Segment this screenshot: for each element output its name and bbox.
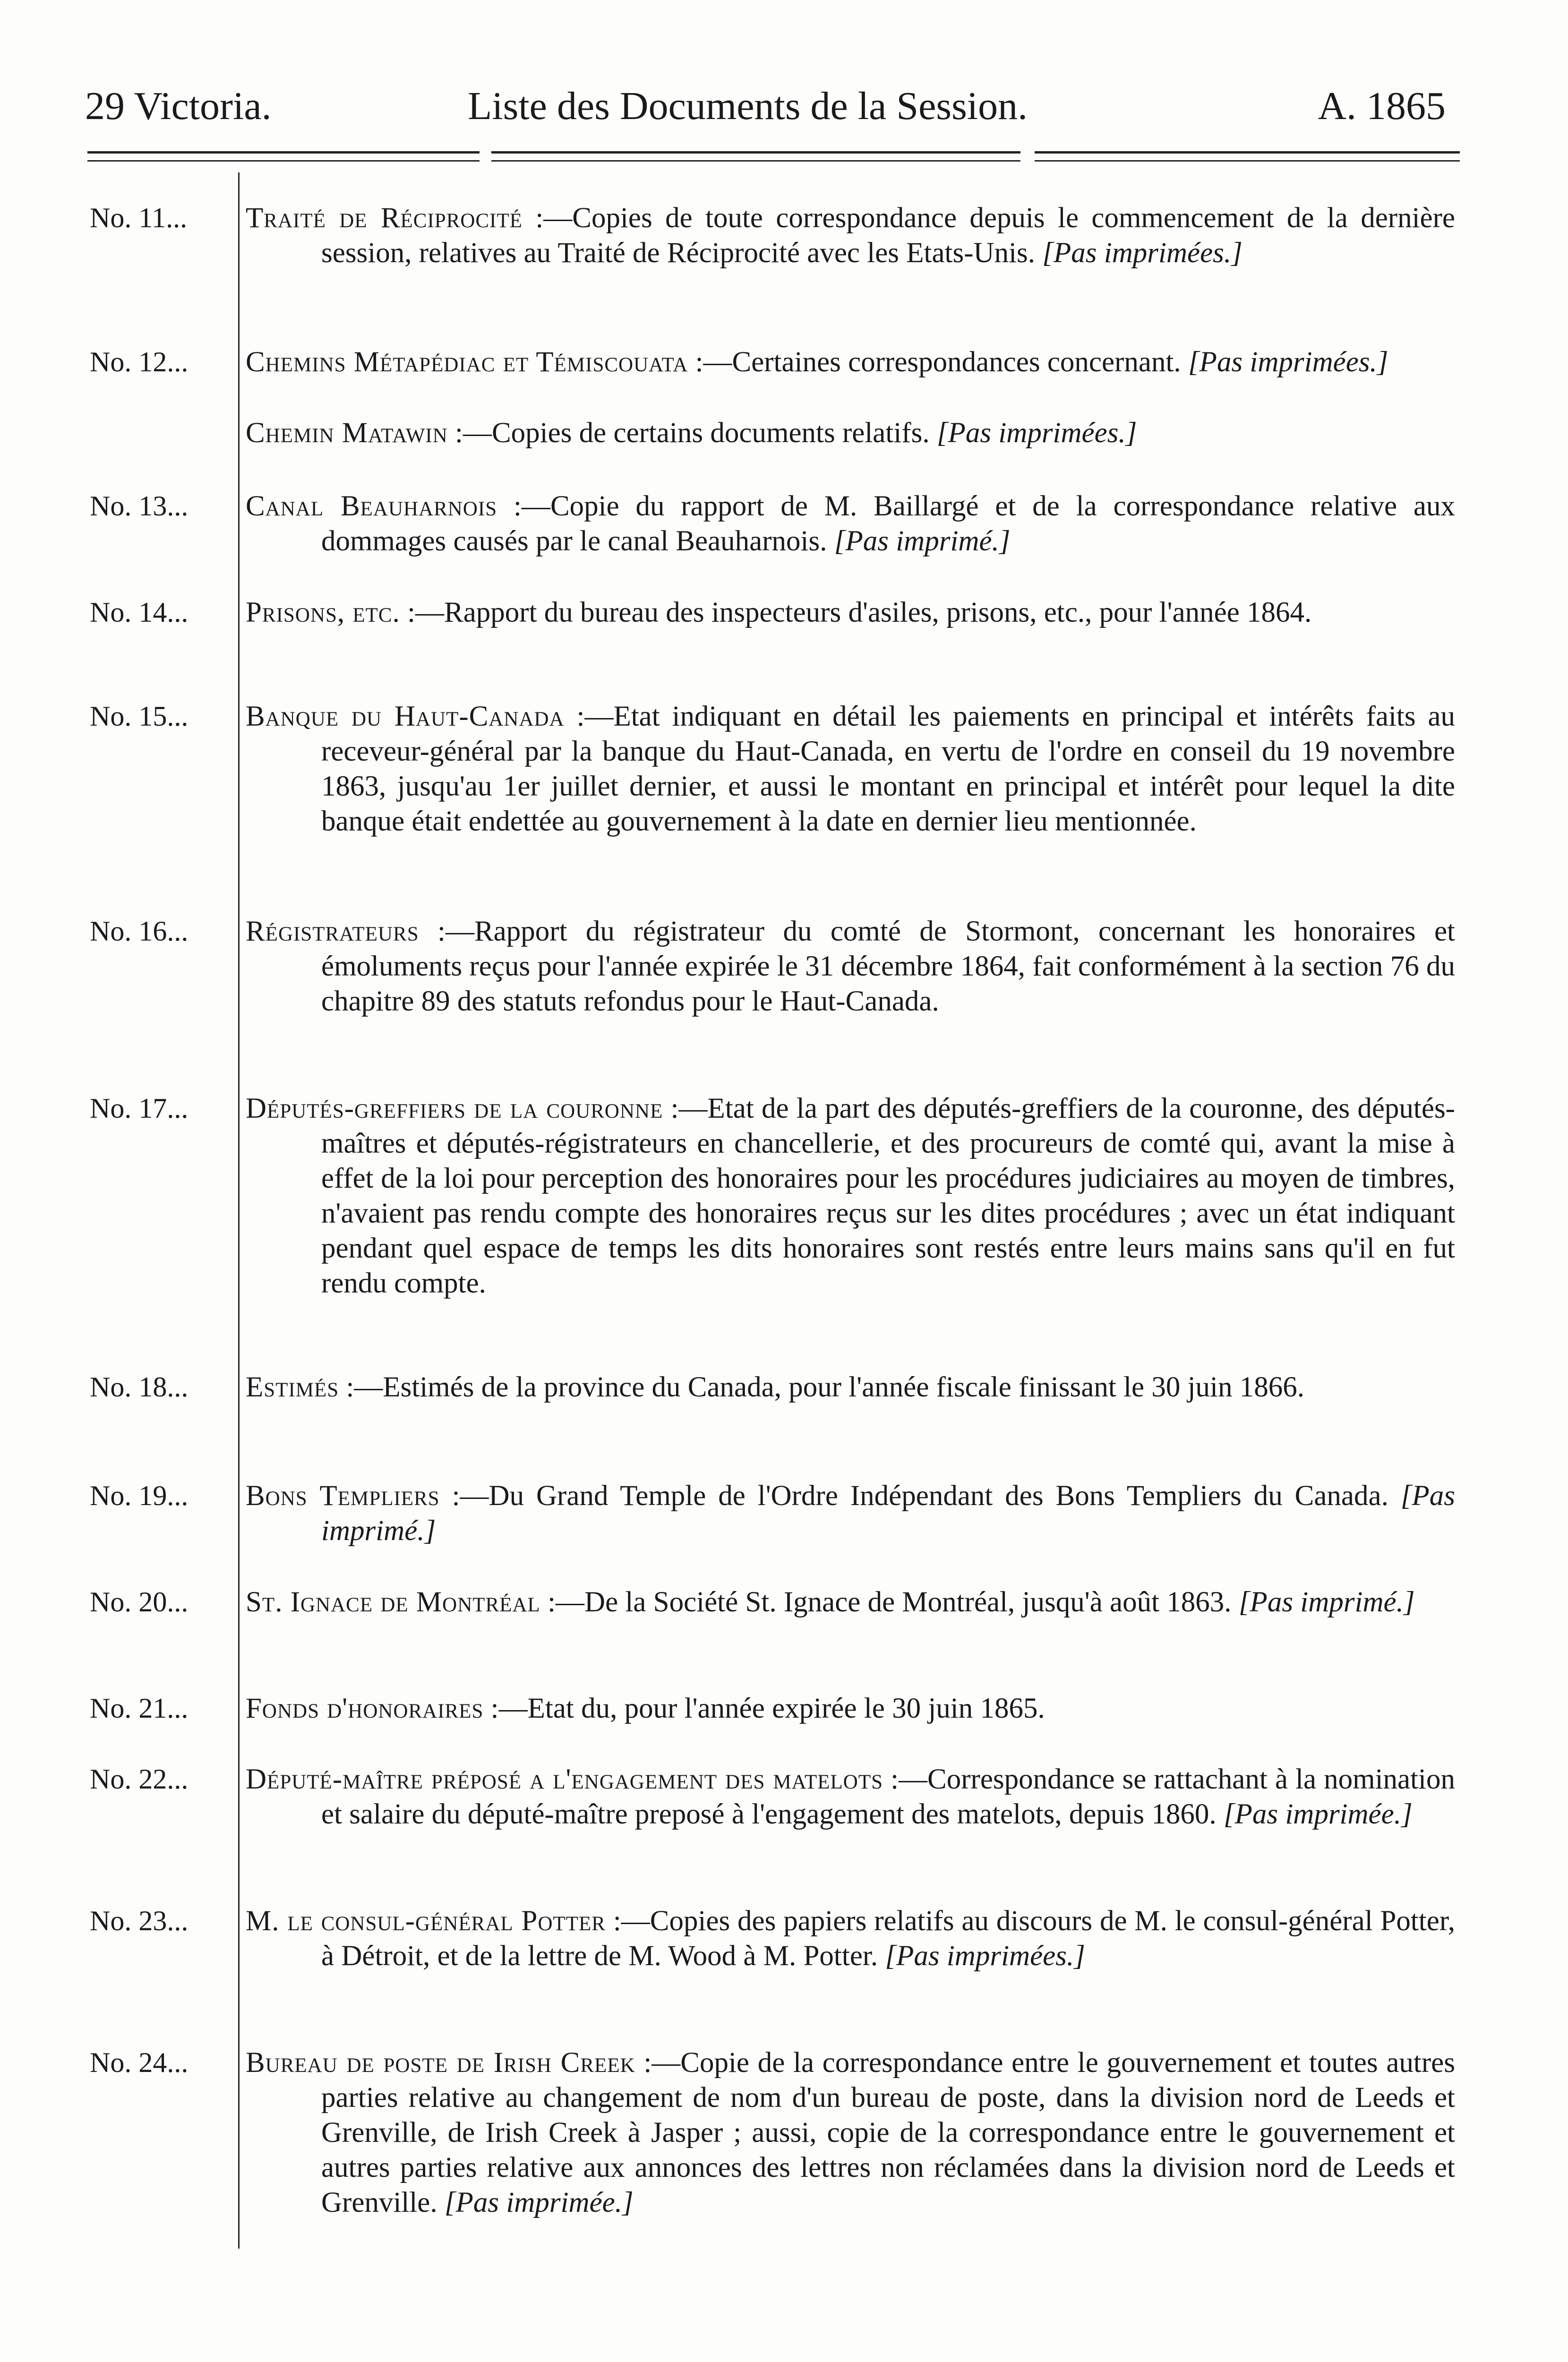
entry-text (246, 595, 1455, 630)
entry-title: St. Ignace de Montréal (246, 1586, 540, 1618)
entry-number: No. 14... (90, 597, 189, 628)
entry-title: Bureau de poste de Irish Creek (246, 2047, 635, 2079)
entry-number: No. 24... (90, 2047, 189, 2078)
entry-text (246, 489, 1455, 559)
entry-title: Fonds d'honoraires (246, 1693, 484, 1724)
entry-description: :—Copies des papiers relatifs au discours de M. le consul-général Potter, à Détroit, et de la lettre de M. Wood à M. Potter. (321, 1905, 1455, 1972)
entry-text (246, 1370, 1455, 1405)
entry-title: Estimés (246, 1371, 339, 1403)
entry-text (246, 914, 1455, 1019)
entry-text (246, 201, 1455, 271)
entry-title: Député-maître préposé a l'engagement des matelots (246, 1763, 883, 1795)
entry-text (246, 699, 1455, 839)
entry-description: :—Etat de la part des députés-greffiers de la couronne, des députés-maîtres et députés-régistrateurs en chancellerie, et des procureurs de comté qui, avant la mise à effet de la loi pour perception des honoraires pour les procédures judiciaires au moyen de timbres, n'avaient pas rendu compte des honoraires reçus sur les dites procédures ; avec un état indiquant pendant quel espace de temps les dits honoraires sont restés entre leurs mains sans qu'il en fut rendu compte. (321, 1093, 1455, 1299)
entry-description: :—Rapport du régistrateur du comté de Stormont, concernant les honoraires et émoluments reçus pour l'année expirée le 31 décembre 1864, fait conformément à la section 76 du chapitre 89 des statuts refondus pour le Haut-Canada. (321, 916, 1455, 1017)
entry-text (246, 1091, 1455, 1301)
entry-description: :—De la Société St. Ignace de Montréal, jusqu'à août 1863. (540, 1586, 1239, 1618)
entry-description: :—Copies de toute correspondance depuis le commencement de la dernière session, relatives au Traité de Réciprocité avec les Etats-Unis. (321, 202, 1455, 269)
entry-title: Bons Templiers (246, 1480, 440, 1512)
entry-description: :—Etat indiquant en détail les paiements en principal et intérêts faits au receveur-général par la banque du Haut-Canada, en vertu de l'ordre en conseil du 19 novembre 1863, jusqu'au 1er juillet dernier, et aussi le montant en principal et intérêt pour lequel la dite banque était endettée au gouvernement à la date en dernier lieu mentionnée. (321, 701, 1456, 837)
page-header (71, 73, 1465, 139)
entry-note: [Pas imprimées.] (885, 1940, 1085, 1972)
entry-number: No. 13... (90, 490, 189, 522)
entry-description: :—Etat du, pour l'année expirée le 30 juin 1865. (483, 1693, 1045, 1724)
entry-number: No. 22... (90, 1763, 189, 1795)
entry-note: [Pas imprimée.] (444, 2187, 634, 2218)
entry-text (246, 1479, 1455, 1549)
entry-description: :—Du Grand Temple de l'Ordre Indépendant des Bons Templiers du Canada. (439, 1480, 1401, 1512)
entry-text (246, 1585, 1455, 1620)
entry-number: No. 12... (90, 346, 189, 377)
entry-description: :—Copie de la correspondance entre le gouvernement et toutes autres parties relative au changement de nom d'un bureau de poste, dans la division nord de Leeds et Grenville, de Irish Creek à Jasper ; aussi, copie de la correspondance entre le gouvernement et autres parties relative aux annonces des lettres non réclamées dans la division nord de Leeds et Grenville. (321, 2047, 1455, 2218)
entry-text (246, 1904, 1455, 1974)
entry-title: Canal Beauharnois (246, 490, 497, 522)
entry-number: No. 17... (90, 1093, 189, 1124)
entry-number: No. 15... (90, 701, 189, 732)
entry-title: Chemins Métapédiac et Témiscouata (246, 346, 688, 378)
entry-number: No. 16... (90, 916, 189, 947)
entry-number: No. 19... (90, 1480, 189, 1511)
entry-note: [Pas imprimé.] (834, 525, 1011, 557)
entry-description: :—Certaines correspondances concernant. (688, 346, 1188, 378)
entry-text (246, 1691, 1455, 1726)
header-rule-right (1035, 151, 1460, 162)
entry-text (246, 345, 1455, 380)
entry-title: M. le consul-général Potter (246, 1905, 606, 1937)
entry-description: :—Rapport du bureau des inspecteurs d'asiles, prisons, etc., pour l'année 1864. (400, 597, 1312, 628)
entry-title: Députés-greffiers de la couronne (246, 1093, 663, 1124)
entry-note: [Pas imprimé.] (1238, 1586, 1415, 1618)
entry-number: No. 20... (90, 1586, 189, 1617)
entry-description: :—Copie du rapport de M. Baillargé et de la correspondance relative aux dommages causés par le canal Beauharnois. (321, 490, 1455, 557)
entry-note: [Pas imprimées.] (1188, 346, 1388, 378)
entry-description: :—Correspondance se rattachant à la nomination et salaire du député-maître preposé à l'engagement des matelots, depuis 1860. (321, 1763, 1456, 1830)
header-year: A. 1865 (1318, 84, 1446, 128)
header-rule-center (491, 151, 1020, 162)
entry-title: Traité de Réciprocité (246, 202, 523, 234)
column-divider (238, 172, 240, 2249)
entry-text (246, 1762, 1455, 1832)
entry-note: [Pas imprimé.] (321, 1480, 1455, 1547)
header-session: 29 Victoria. (85, 84, 272, 128)
entry-description: :—Copies de certains documents relatifs. (447, 417, 937, 449)
entry-title: Banque du Haut-Canada (246, 701, 565, 732)
entry-number: No. 21... (90, 1693, 189, 1724)
entry-note: [Pas imprimée.] (1223, 1798, 1413, 1830)
header-rule-left (87, 151, 480, 162)
entry-text (246, 2045, 1455, 2220)
entry-number: No. 23... (90, 1905, 189, 1936)
entry-title: Prisons, etc. (246, 597, 400, 628)
entry-note: [Pas imprimées.] (1042, 237, 1242, 269)
entry-title: Régistrateurs (246, 916, 419, 947)
entry-number: No. 11... (90, 202, 188, 233)
entry-note: [Pas imprimées.] (936, 417, 1137, 449)
entry-description: :—Estimés de la province du Canada, pour l'année fiscale finissant le 30 juin 1866. (339, 1371, 1304, 1403)
entry-number: No. 18... (90, 1371, 189, 1403)
entry-title: Chemin Matawin (246, 417, 448, 449)
header-title: Liste des Documents de la Session. (468, 84, 1028, 128)
entry-text (246, 416, 1455, 451)
